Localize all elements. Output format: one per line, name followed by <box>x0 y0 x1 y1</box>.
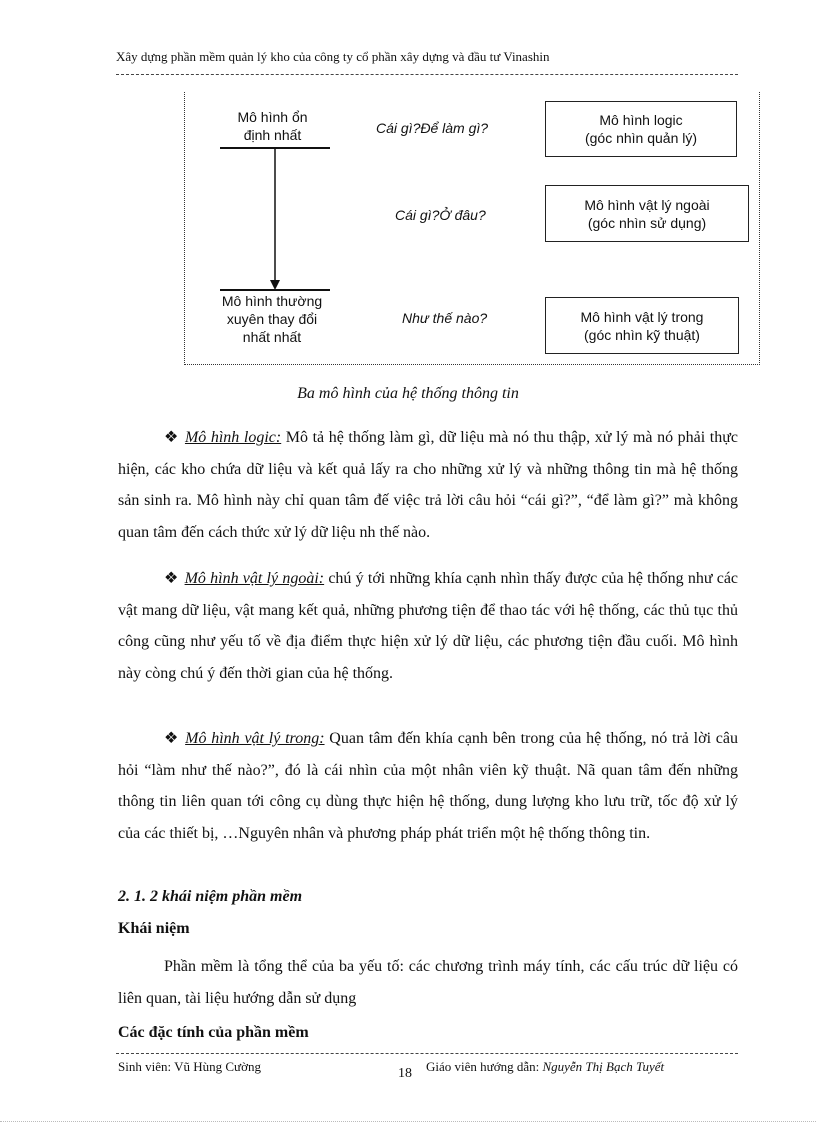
bullet-icon: ❖ <box>164 730 180 747</box>
body-text: chú ý tới những khía cạnh nhìn thấy được của hệ thống như các vật mang dữ liệu, vật mang kết quả, những phương tiện để thao tác với hệ thống, các thủ tục thủ công cũng như yếu tố về địa điểm thực hiện xử lý dữ liệu, các phương tiện đầu cuối. Mô hình này còng chú ý đến thời gian của hệ thống. <box>118 570 739 682</box>
diagram-connector <box>210 140 340 300</box>
body-text: Mô tả hệ thống làm gì, dữ liệu mà nó thu thập, xử lý mà nó phải thực hiện, các kho chứa dữ liệu và kết quả lấy ra cho những xử lý và những thông tin mà hệ thống sản sinh ra. Mô hình này chỉ quan tâm đế việc trả lời câu hỏi “cái gì?”, “để làm gì?” mà không quan tâm đến cách thức xử lý dữ liệu nh thế nào. <box>118 429 739 541</box>
paragraph-external-model <box>118 563 738 689</box>
footer-divider <box>116 1053 738 1054</box>
body-text: Quan tâm đến khía cạnh bên trong của hệ thống, nó trả lời câu hỏi “làm như thế nào?”, đó là cái nhìn của một nhân viên kỹ thuật. Nã quan tâm đến những thông tin liên quan tới công cụ dùng thực hiện hệ thống, dung lượng kho lưu trữ, tốc độ xử lý của các thiết bị, …Nguyên nhân và phương pháp phát triển một hệ thống thông tin. <box>118 730 739 842</box>
diagram-question-external: Cái gì?Ở đâu? <box>395 207 486 223</box>
diagram-box-external: Mô hình vật lý ngoài (góc nhìn sử dụng) <box>545 185 749 242</box>
diagram-question-logic: Cái gì?Để làm gì? <box>376 120 489 136</box>
term: Mô hình logic: <box>184 429 282 446</box>
bullet-icon: ❖ <box>164 570 179 587</box>
diagram-box-internal: Mô hình vật lý trong (góc nhìn kỹ thuật) <box>545 297 739 354</box>
term: Mô hình vật lý trong: <box>185 730 325 747</box>
page-bottom-edge <box>0 1121 816 1122</box>
definition-paragraph: Phần mềm là tổng thể của ba yếu tố: các chương trình máy tính, các cấu trúc dữ liệu có liên quan, tài liệu hướng dẫn sử dụng <box>118 958 738 1007</box>
term: Mô hình vật lý ngoài: <box>184 570 325 587</box>
diagram-box-logic: Mô hình logic (góc nhìn quản lý) <box>545 101 737 157</box>
diagram-changing-model-label: Mô hình thường xuyên thay đổi nhất nhất <box>221 293 323 345</box>
subheading-properties: Các đặc tính của phần mềm <box>118 1024 309 1041</box>
bullet-icon: ❖ <box>164 429 179 446</box>
header-divider <box>116 74 738 75</box>
section-heading: 2. 1. 2 khái niệm phần mềm <box>118 888 303 905</box>
footer-student: Sinh viên: Vũ Hùng Cường <box>118 1059 261 1074</box>
diagram-caption: Ba mô hình của hệ thống thông tin <box>297 385 519 402</box>
subheading-definition: Khái niệm <box>118 920 190 937</box>
page-number: 18 <box>398 1066 412 1081</box>
page-header: Xây dựng phần mềm quản lý kho của công ty cổ phần xây dựng và đầu tư Vinashin <box>116 49 550 64</box>
footer-teacher: Giáo viên hướng dẫn: Nguyễn Thị Bạch Tuyết <box>426 1059 665 1074</box>
paragraph-logic-model <box>118 422 738 548</box>
diagram-question-internal: Như thế nào? <box>402 310 488 326</box>
diagram-stable-model-label: Mô hình ổn định nhất <box>237 109 308 143</box>
paragraph-internal-model <box>118 723 738 849</box>
